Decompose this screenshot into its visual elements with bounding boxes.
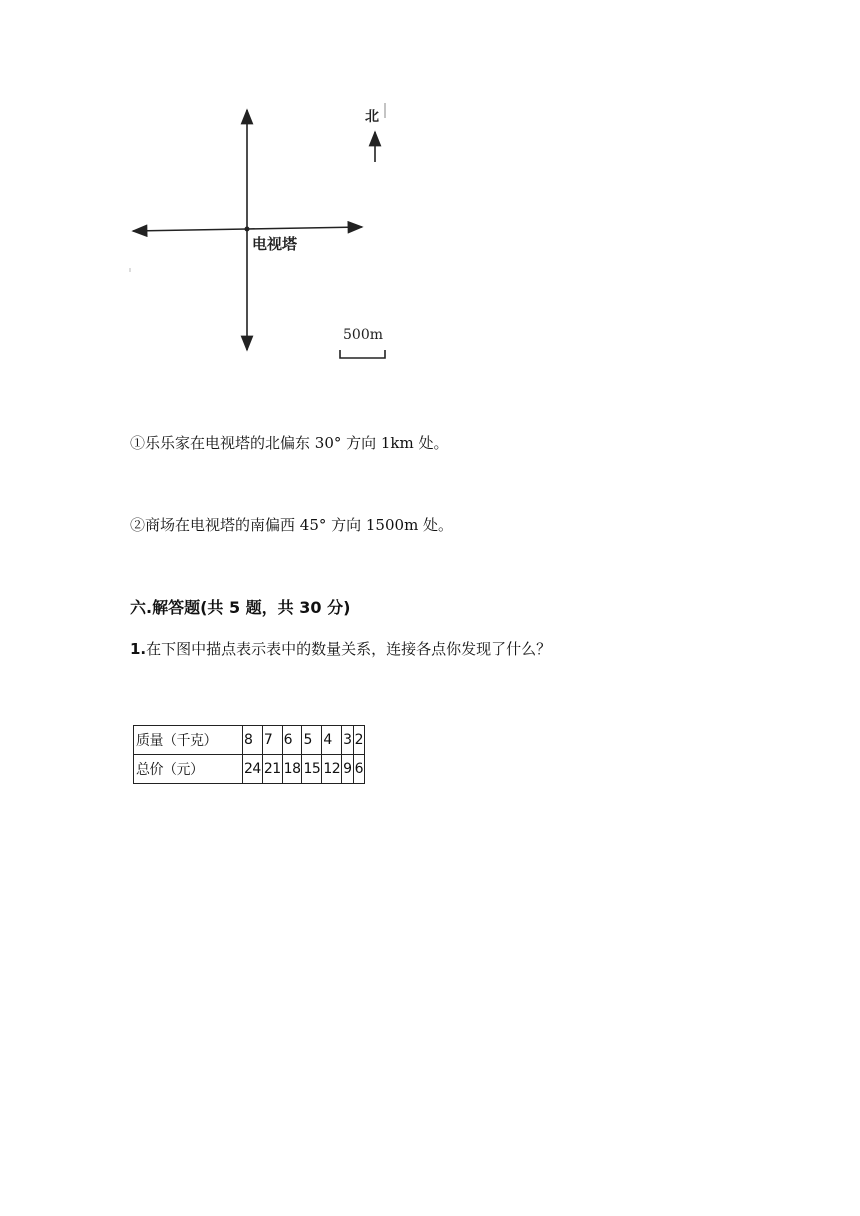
table-cell: 9 bbox=[342, 755, 353, 784]
table-cell: 18 bbox=[282, 755, 302, 784]
table-cell: 4 bbox=[322, 726, 342, 755]
horizontal-axis-left bbox=[133, 229, 247, 231]
table-cell: 6 bbox=[353, 755, 364, 784]
table-cell: 12 bbox=[322, 755, 342, 784]
table-cell: 5 bbox=[302, 726, 322, 755]
table-cell: 3 bbox=[342, 726, 353, 755]
table-cell: 24 bbox=[243, 755, 263, 784]
question-text: 在下图中描点表示表中的数量关系，连接各点你发现了什么？ bbox=[146, 640, 552, 658]
table-cell: 2 bbox=[353, 726, 364, 755]
location-item-1: ①乐乐家在电视塔的北偏东 30° 方向 1km 处。 bbox=[130, 434, 449, 452]
location-item-2: ②商场在电视塔的南偏西 45° 方向 1500m 处。 bbox=[130, 516, 454, 534]
question-1 bbox=[130, 638, 551, 659]
tv-tower-label: 电视塔 bbox=[252, 235, 298, 253]
table-cell: 7 bbox=[262, 726, 282, 755]
table-cell: 21 bbox=[262, 755, 282, 784]
table-cell: 8 bbox=[243, 726, 263, 755]
section-title: 六.解答题(共 5 题，共 30 分) bbox=[130, 598, 351, 617]
direction-diagram bbox=[0, 0, 860, 400]
question-number: 1. bbox=[130, 640, 147, 658]
table-row bbox=[134, 755, 365, 784]
table-cell: 6 bbox=[282, 726, 302, 755]
tv-tower-point bbox=[245, 227, 250, 232]
scale-bar bbox=[340, 350, 385, 358]
horizontal-axis-right bbox=[247, 227, 362, 229]
row-header: 质量（千克） bbox=[134, 726, 243, 755]
quantity-price-table bbox=[133, 725, 365, 784]
table-cell: 15 bbox=[302, 755, 322, 784]
table-row bbox=[134, 726, 365, 755]
scale-label: 500m bbox=[343, 327, 383, 343]
north-label: 北 bbox=[365, 109, 379, 125]
compass-axes-graphic bbox=[0, 0, 860, 400]
row-header: 总价（元） bbox=[134, 755, 243, 784]
